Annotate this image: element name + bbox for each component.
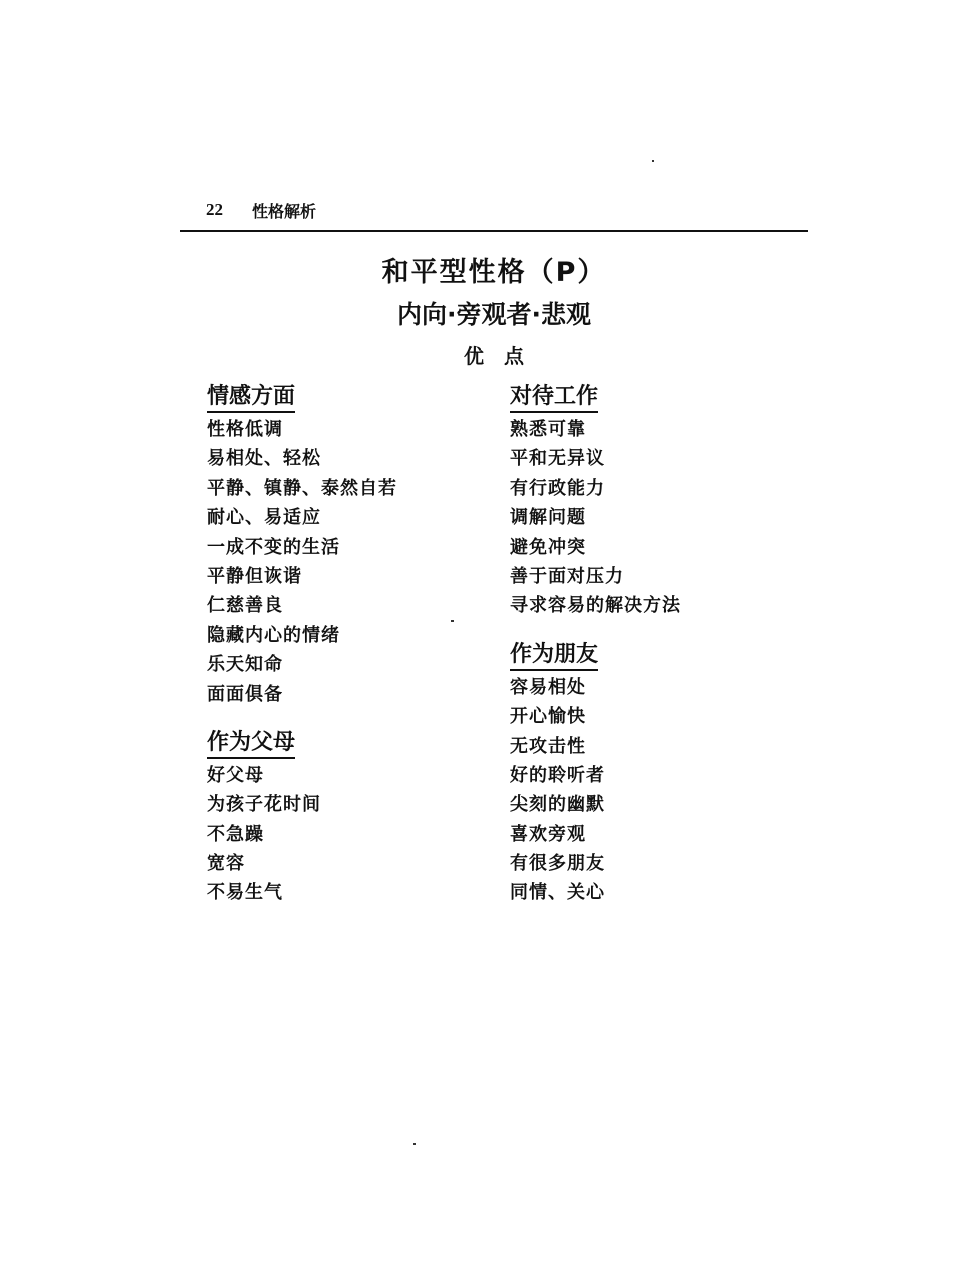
group-heading: 对待工作 (510, 383, 598, 413)
list-item: 喜欢旁观 (510, 823, 586, 845)
list-item: 尖刻的幽默 (510, 794, 605, 816)
list-item: 同情、关心 (510, 882, 605, 904)
page-header (180, 196, 808, 232)
list-item: 开心愉快 (510, 706, 586, 728)
list-item: 熟悉可靠 (510, 419, 586, 440)
list-item: 容易相处 (510, 676, 586, 698)
group-as-friends (510, 641, 681, 908)
item-list (510, 415, 681, 621)
group-as-parents (207, 729, 397, 908)
list-item: 有很多朋友 (510, 853, 605, 875)
list-item: 仁慈善良 (207, 595, 283, 617)
list-item: 面面俱备 (207, 683, 283, 705)
list-item: 无攻击性 (510, 735, 586, 757)
list-item: 隐藏内心的情绪 (207, 624, 340, 646)
item-list (207, 415, 397, 709)
scan-speck (451, 620, 454, 622)
list-item: 耐心、易适应 (207, 507, 321, 529)
list-item: 乐天知命 (207, 654, 283, 676)
list-item: 不易生气 (207, 882, 283, 904)
group-heading: 作为朋友 (510, 641, 598, 671)
list-item: 有行政能力 (510, 477, 605, 499)
group-heading: 作为父母 (207, 729, 295, 759)
item-list (510, 673, 681, 908)
list-item: 为孩子花时间 (207, 794, 321, 816)
scan-speck (413, 1143, 416, 1145)
list-item: 避免冲突 (510, 536, 586, 558)
list-item: 不急躁 (207, 823, 264, 845)
group-emotions (207, 383, 397, 709)
list-item: 平静但诙谐 (207, 565, 302, 587)
list-item: 好的聆听者 (510, 764, 605, 786)
list-item: 易相处、轻松 (207, 448, 321, 470)
list-item: 调解问题 (510, 507, 586, 529)
list-item: 平和无异议 (510, 448, 605, 470)
list-item: 宽容 (207, 853, 245, 875)
page-number: 22 (206, 200, 223, 219)
right-column (510, 383, 681, 908)
page-subtitle: 内向·旁观者·悲观 (397, 300, 591, 329)
list-item: 寻求容易的解决方法 (510, 595, 681, 617)
left-column (207, 383, 397, 908)
page-title: 和平型性格（P） (381, 257, 607, 288)
item-list (207, 761, 397, 908)
list-item: 平静、镇静、泰然自若 (207, 477, 397, 499)
scan-speck (652, 160, 654, 162)
group-at-work (510, 383, 681, 621)
list-item: 好父母 (207, 764, 264, 786)
list-item: 性格低调 (207, 419, 283, 440)
group-heading: 情感方面 (207, 383, 295, 413)
list-item: 一成不变的生活 (207, 536, 340, 558)
section-title: 优 点 (464, 344, 524, 368)
running-title: 性格解析 (252, 202, 317, 221)
list-item: 善于面对压力 (510, 565, 624, 587)
